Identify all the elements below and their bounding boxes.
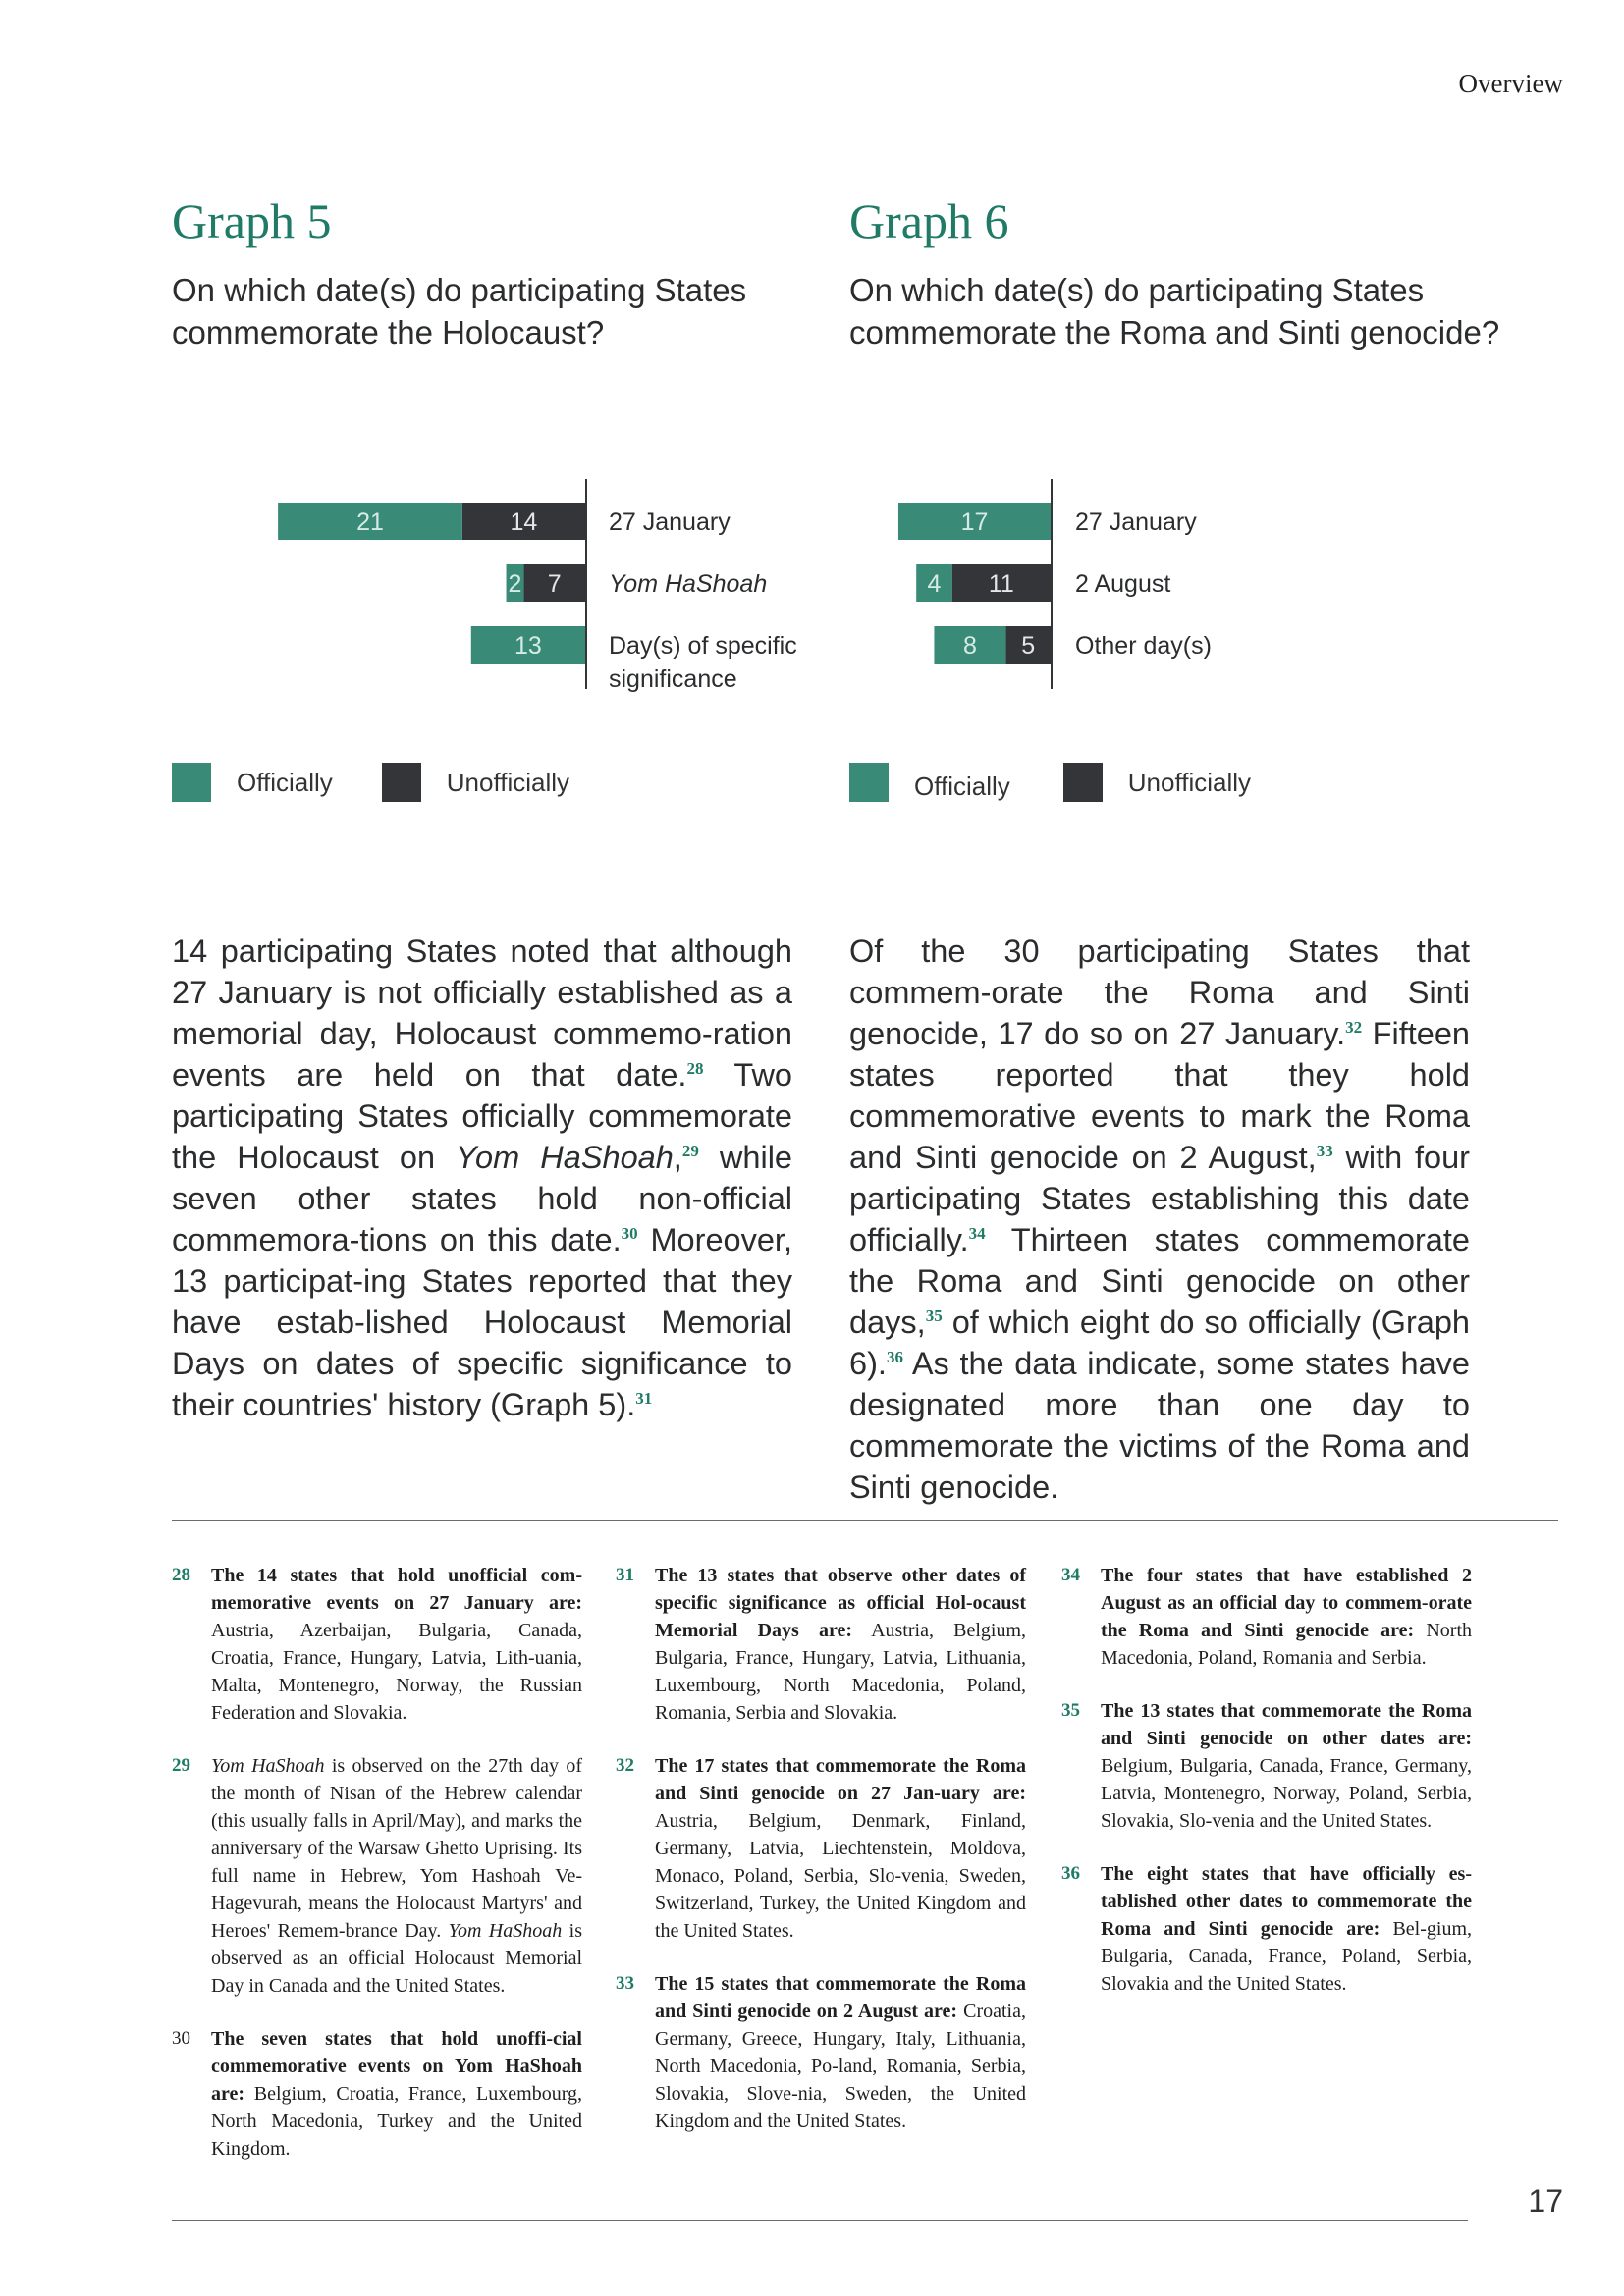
graph5-chart	[0, 461, 815, 717]
category-label: 2 August	[1075, 570, 1171, 598]
legend-swatch-unofficially	[382, 763, 421, 802]
graph5-legend	[172, 763, 569, 802]
bar-value-label: 14	[510, 508, 538, 536]
category-label: Other day(s)	[1075, 632, 1212, 660]
footnote-divider	[172, 1520, 1558, 1521]
graph6-chart	[815, 461, 1624, 717]
legend-unofficially	[382, 763, 569, 802]
bar-value-label: 5	[1021, 632, 1036, 660]
footnotes-column-3	[1061, 1562, 1472, 2023]
legend-label-officially: Officially	[237, 767, 333, 797]
footnote-ref[interactable]: 29	[681, 1142, 699, 1161]
body-left-sentence-4: Moreover, 13 participat-ing States reported that they have estab-lished Holocaust Memorial Days on dates of specific significance to their countries' history (Graph 5).	[172, 1222, 792, 1422]
graph6-title: Graph 6	[849, 193, 1009, 248]
page-number: 17	[1528, 2183, 1563, 2218]
footnote-number: 31	[616, 1565, 634, 1585]
footnote-33	[616, 1970, 1026, 2135]
footnote-italic: Yom HaShoah	[211, 1755, 325, 1777]
body-right-sentence-6: As the data indicate, some states have designated more than one day to commemorate the victims of the Roma and Sinti genocide.	[849, 1346, 1470, 1505]
footnote-31	[616, 1562, 1026, 1727]
bar-value-label: 17	[960, 508, 989, 536]
legend-swatch-unofficially	[1063, 763, 1103, 802]
body-left-comma: ,	[673, 1140, 682, 1175]
legend-label-officially: Officially	[914, 771, 1010, 801]
footnote-ref[interactable]: 28	[686, 1059, 704, 1079]
footnote-ref[interactable]: 30	[621, 1224, 638, 1244]
bar-value-label: 7	[547, 570, 562, 598]
graph5-heading	[172, 193, 800, 353]
footnote-lead: The 17 states that commemorate the Roma and Sinti genocide on 27 Jan-uary are:	[655, 1755, 1026, 1804]
footnote-29	[172, 1752, 582, 2000]
footnote-text: Austria, Belgium, Denmark, Finland, Germany, Latvia, Liechtenstein, Moldova, Monaco, Poland, Serbia, Slo-venia, Sweden, Switzerland, Turkey, the United Kingdom and the United States.	[655, 1810, 1026, 1942]
footnotes-column-2	[616, 1562, 1026, 2161]
footnote-lead: The 13 states that observe other dates of specific significance as official Hol-ocaust Memorial Days are:	[655, 1565, 1026, 1641]
graph6-subtitle: On which date(s) do participating States commemorate the Roma and Sinti genocide?	[849, 272, 1500, 350]
bar-value-label: 8	[962, 632, 977, 660]
legend-label-unofficially: Unofficially	[446, 767, 570, 797]
bar-value-label: 21	[356, 508, 384, 536]
bar-value-label: 11	[988, 570, 1014, 598]
footnote-text: North Macedonia, Poland, Romania and Serbia.	[1101, 1620, 1472, 1669]
legend-swatch-officially	[849, 763, 889, 802]
footnote-lead: The four states that have established 2 August as an official day to commem-orate the Roma and Sinti genocide are:	[1101, 1565, 1472, 1641]
footnote-ref[interactable]: 31	[635, 1389, 653, 1409]
body-left-sentence-1: 14 participating States noted that although 27 January is not officially established as a memorial day, Holocaust commemo-ration events are held on that date.	[172, 934, 792, 1093]
running-header: Overview	[1458, 69, 1563, 98]
category-label: 27 January	[609, 508, 731, 536]
footer-divider	[172, 2220, 1468, 2221]
footnote-lead: The seven states that hold unoffi-cial commemorative events on Yom HaShoah are:	[211, 2028, 582, 2105]
graph5-title: Graph 5	[172, 193, 332, 248]
body-left-sentence-3: while seven other states hold non-official commemora-tions on this date.	[172, 1140, 792, 1257]
graph5-subtitle: On which date(s) do participating States commemorate the Holocaust?	[172, 272, 747, 350]
body-left-sentence-2: Two participating States officially commemorate the Holocaust on	[172, 1057, 792, 1175]
category-label: Yom HaShoah	[609, 570, 768, 598]
body-right-sentence-4: Thirteen states commemorate the Roma and Sinti genocide on other days,	[849, 1222, 1470, 1340]
footnote-ref[interactable]: 33	[1316, 1142, 1333, 1161]
footnote-lead: The 14 states that hold unofficial com-memorative events on 27 January are:	[211, 1565, 582, 1614]
footnote-text: Belgium, Bulgaria, Canada, France, Germany, Latvia, Montenegro, Norway, Poland, Serbia, Slovakia, Slo-venia and the United States.	[1101, 1755, 1472, 1832]
footnote-lead: The 13 states that commemorate the Roma and Sinti genocide on other dates are:	[1101, 1700, 1472, 1749]
footnote-number: 28	[172, 1565, 190, 1585]
footnote-36	[1061, 1860, 1472, 1998]
footnote-text: Austria, Belgium, Bulgaria, France, Hungary, Latvia, Lithuania, Luxembourg, North Macedonia, Poland, Romania, Serbia and Slovakia.	[655, 1620, 1026, 1724]
footnote-ref[interactable]: 36	[886, 1348, 903, 1367]
footnote-number: 32	[616, 1755, 634, 1776]
footnote-34	[1061, 1562, 1472, 1672]
body-right-sentence-3: with four participating States establishing this date officially.	[849, 1140, 1470, 1257]
footnote-ref[interactable]: 34	[968, 1224, 986, 1244]
footnote-32	[616, 1752, 1026, 1945]
footnote-number: 33	[616, 1973, 634, 1994]
legend-officially	[849, 763, 1010, 802]
footnote-text: Bel-gium, Bulgaria, Canada, France, Poland, Serbia, Slovakia and the United States.	[1101, 1918, 1473, 1995]
footnote-number: 35	[1061, 1700, 1080, 1721]
bar-value-label: 4	[927, 570, 942, 598]
footnote-30	[172, 2025, 582, 2163]
footnote-lead: The 15 states that commemorate the Roma and Sinti genocide on 2 August are:	[655, 1973, 1026, 2022]
footnote-text: Austria, Azerbaijan, Bulgaria, Canada, Croatia, France, Hungary, Latvia, Lith-uania, Malta, Montenegro, Norway, the Russian Federation and Slovakia.	[211, 1620, 582, 1724]
footnote-number: 29	[172, 1755, 190, 1776]
category-label: 27 January	[1075, 508, 1197, 536]
footnote-text: is observed as an official Holocaust Memorial Day in Canada and the United States.	[211, 1920, 582, 1997]
body-right-sentence-2: Fifteen states reported that they hold commemorative events to mark the Roma and Sinti genocide on 2 August,	[849, 1016, 1471, 1175]
body-right-sentence-5: of which eight do so officially (Graph 6).	[849, 1305, 1470, 1381]
footnote-number: 30	[172, 2028, 190, 2049]
footnote-ref[interactable]: 35	[925, 1307, 943, 1326]
footnote-text: Belgium, Croatia, France, Luxembourg, North Macedonia, Turkey and the United Kingdom.	[211, 2083, 582, 2160]
graph6-heading	[849, 193, 1537, 353]
bar-value-label: 13	[514, 632, 542, 660]
legend-unofficially	[1063, 763, 1251, 802]
footnote-35	[1061, 1697, 1472, 1835]
body-right-sentence-1: Of the 30 participating States that commem-orate the Roma and Sinti genocide, 17 do so on 27 January.	[849, 934, 1470, 1051]
body-left-italic: Yom HaShoah	[456, 1140, 674, 1175]
body-text-left	[172, 931, 792, 1425]
footnote-number: 36	[1061, 1863, 1080, 1884]
legend-officially	[172, 763, 333, 802]
footnote-ref[interactable]: 32	[1345, 1018, 1363, 1038]
footnotes-column-1	[172, 1562, 582, 2188]
graph6-legend	[849, 763, 1251, 802]
body-text-right	[849, 931, 1470, 1508]
category-label: Day(s) of specific significance	[609, 632, 797, 693]
legend-label-unofficially: Unofficially	[1127, 767, 1252, 797]
footnote-28	[172, 1562, 582, 1727]
bar-value-label: 2	[508, 570, 522, 598]
footnote-lead: The eight states that have officially es-tablished other dates to commemorate the Roma and Sinti genocide are:	[1101, 1863, 1472, 1940]
footnote-italic: Yom HaShoah	[448, 1920, 563, 1942]
footnote-text: Croatia, Germany, Greece, Hungary, Italy, Lithuania, North Macedonia, Po-land, Romania, Serbia, Slovakia, Slove-nia, Sweden, the United Kingdom and the United States.	[655, 2001, 1026, 2132]
footnote-number: 34	[1061, 1565, 1080, 1585]
legend-swatch-officially	[172, 763, 211, 802]
footnote-text: is observed on the 27th day of the month of Nisan of the Hebrew calendar (this usually falls in April/May), and marks the anniversary of the Warsaw Ghetto Uprising. Its full name in Hebrew, Yom Hashoah Ve-Hagevurah, means the Holocaust Martyrs' and Heroes' Remem-brance Day.	[211, 1755, 582, 1942]
